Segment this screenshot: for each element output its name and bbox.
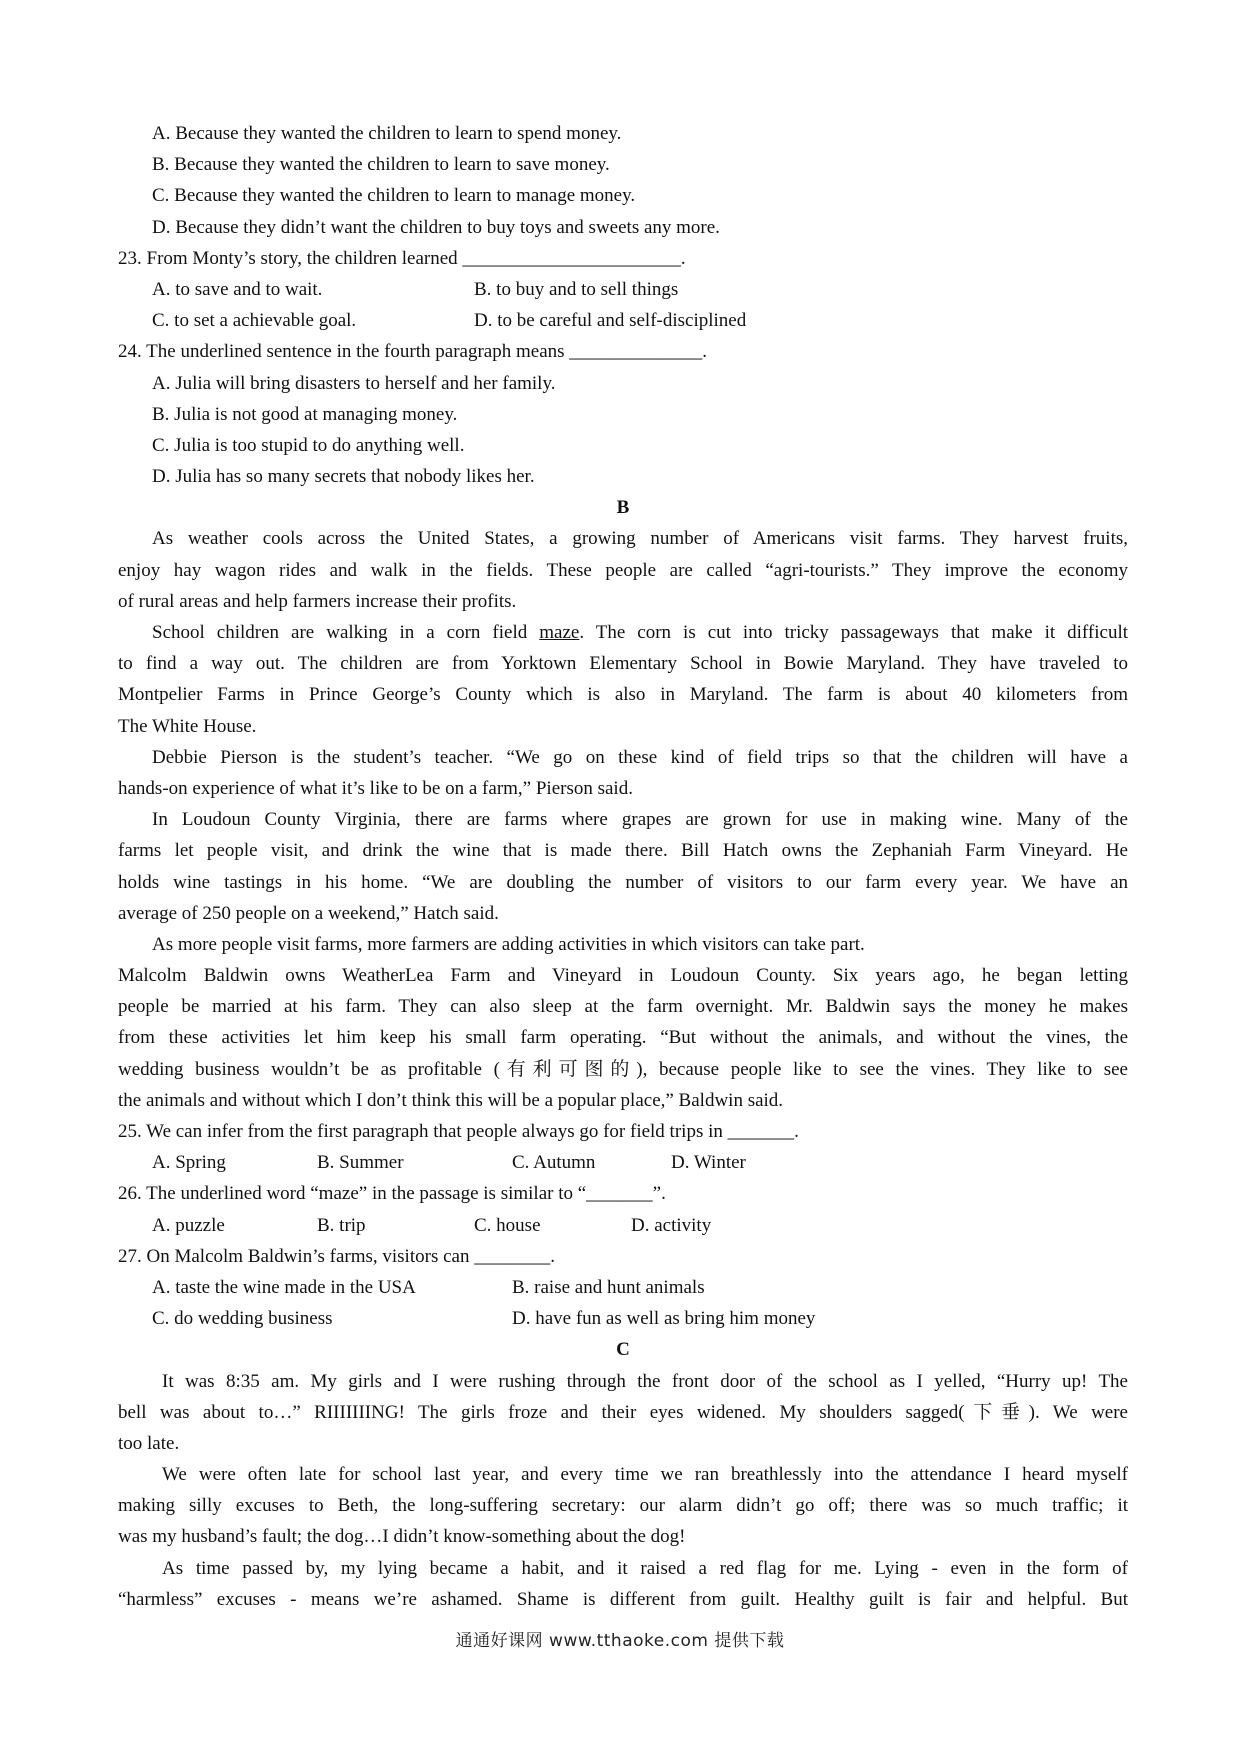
q23-row-1 bbox=[118, 274, 1128, 305]
c-p1-line1: It was 8:35 am. My girls and I were rushing through the front door of the school as I yelled, “Hurry up! The bbox=[162, 1370, 1128, 1392]
b-p4-line4: average of 250 people on a weekend,” Hatch said. bbox=[118, 902, 499, 924]
q24-option-b: B. Julia is not good at managing money. bbox=[152, 403, 458, 425]
b-p6-line4: wedding business wouldn’t be as profitable (有利可图的), because people like to see the vines. They like to see bbox=[118, 1058, 1128, 1080]
exam-page bbox=[118, 118, 1128, 1615]
q23-option-c: C. to set a achievable goal. bbox=[152, 310, 357, 332]
b-p5: As more people visit farms, more farmers are adding activities in which visitors can take part. bbox=[152, 933, 865, 955]
b-p6-line2: people be married at his farm. They can also sleep at the farm overnight. Mr. Baldwin says the money he makes bbox=[118, 996, 1128, 1018]
maze-underlined-word: maze bbox=[539, 622, 580, 643]
q25-option-d: D. Winter bbox=[671, 1152, 746, 1174]
b-p3-line1: Debbie Pierson is the student’s teacher. “We go on these kind of field trips so that the children will have a bbox=[152, 746, 1128, 768]
q25-stem: 25. We can infer from the first paragraph that people always go for field trips in _______. bbox=[118, 1121, 799, 1142]
q23-row-2 bbox=[118, 305, 1128, 336]
b-p2-line2: to find a way out. The children are from Yorktown Elementary School in Bowie Maryland. They have traveled to bbox=[118, 653, 1128, 675]
b-p2-line3: Montpelier Farms in Prince George’s County which is also in Maryland. The farm is about 40 kilometers from bbox=[118, 684, 1128, 706]
q23-stem: 23. From Monty’s story, the children learned _______________________. bbox=[118, 247, 686, 269]
q25-option-b: B. Summer bbox=[317, 1152, 404, 1174]
q26-option-b: B. trip bbox=[317, 1214, 366, 1236]
q24-option-d: D. Julia has so many secrets that nobody likes her. bbox=[152, 466, 535, 488]
q23-option-b: B. to buy and to sell things bbox=[474, 278, 679, 300]
b-p1-line1: As weather cools across the United States, a growing number of Americans visit farms. They harvest fruits, bbox=[152, 528, 1128, 550]
b-p4-line2: farms let people visit, and drink the wine that is made there. Bill Hatch owns the Zephaniah Farm Vineyard. He bbox=[118, 840, 1128, 862]
b-p6-line3: from these activities let him keep his small farm operating. “But without the animals, and without the vines, the bbox=[118, 1027, 1128, 1049]
c-p2-line3: was my husband’s fault; the dog…I didn’t know-something about the dog! bbox=[118, 1526, 686, 1548]
q26-stem: 26. The underlined word “maze” in the passage is similar to “_______”. bbox=[118, 1183, 666, 1205]
b-p2-line4: The White House. bbox=[118, 715, 257, 737]
b-p4-line1: In Loudoun County Virginia, there are farms where grapes are grown for use in making wine. Many of the bbox=[152, 809, 1128, 831]
q25-option-c: C. Autumn bbox=[512, 1152, 596, 1174]
b-p4-line3: holds wine tastings in his home. “We are doubling the number of visitors to our farm every year. We have an bbox=[118, 871, 1128, 893]
c-p3-line2: “harmless” excuses - means we’re ashamed. Shame is different from guilt. Healthy guilt is fair and helpful. But bbox=[118, 1588, 1128, 1610]
c-p2-line1: We were often late for school last year, and every time we ran breathlessly into the attendance I heard myself bbox=[162, 1464, 1128, 1486]
b-p6-line1: Malcolm Baldwin owns WeatherLea Farm and Vineyard in Loudoun County. Six years ago, he began letting bbox=[118, 965, 1128, 987]
q27-option-d: D. have fun as well as bring him money bbox=[512, 1308, 816, 1330]
q22-option-b: B. Because they wanted the children to learn to save money. bbox=[152, 154, 610, 176]
q27-option-c: C. do wedding business bbox=[152, 1308, 333, 1330]
q22-option-d: D. Because they didn’t want the children to buy toys and sweets any more. bbox=[152, 216, 720, 238]
q26-option-a: A. puzzle bbox=[152, 1214, 225, 1236]
q23-option-d: D. to be careful and self-disciplined bbox=[474, 310, 747, 332]
q27-option-b: B. raise and hunt animals bbox=[512, 1276, 705, 1298]
q24-option-c: C. Julia is too stupid to do anything well. bbox=[152, 434, 465, 456]
q27-stem: 27. On Malcolm Baldwin’s farms, visitors can ________. bbox=[118, 1245, 555, 1267]
c-p1-line3: too late. bbox=[118, 1432, 180, 1454]
b-p2-end: . The corn is cut into tricky passageways that make it difficult bbox=[579, 622, 1128, 643]
section-b-heading: B bbox=[616, 497, 630, 519]
c-p3-line1: As time passed by, my lying became a habit, and it raised a red flag for me. Lying - even in the form of bbox=[162, 1557, 1128, 1579]
q27-row-1 bbox=[118, 1272, 1128, 1303]
q26-option-c: C. house bbox=[474, 1214, 541, 1236]
q25-option-a: A. Spring bbox=[152, 1152, 226, 1174]
b-p6-line5: the animals and without which I don’t think this will be a popular place,” Baldwin said. bbox=[118, 1089, 784, 1111]
b-p2-start: School children are walking in a corn field bbox=[152, 622, 540, 643]
section-c-heading: C bbox=[616, 1339, 630, 1361]
q26-option-d: D. activity bbox=[631, 1214, 712, 1236]
q24-option-a: A. Julia will bring disasters to herself and her family. bbox=[152, 372, 556, 394]
b-p2-line1 bbox=[118, 617, 1128, 648]
c-p2-line2: making silly excuses to Beth, the long-suffering secretary: our alarm didn’t go off; there was so much traffic; it bbox=[118, 1495, 1128, 1517]
b-p1-line2: enjoy hay wagon rides and walk in the fields. These people are called “agri-tourists.” They improve the economy bbox=[118, 559, 1128, 581]
q22-option-a: A. Because they wanted the children to learn to spend money. bbox=[152, 123, 622, 144]
q22-option-c: C. Because they wanted the children to learn to manage money. bbox=[152, 185, 636, 207]
q27-row-2 bbox=[118, 1303, 1128, 1334]
b-p1-line3: of rural areas and help farmers increase their profits. bbox=[118, 590, 517, 612]
q24-stem: 24. The underlined sentence in the fourth paragraph means ______________. bbox=[118, 341, 708, 363]
page-footer: 通通好课网 www.tthaoke.com 提供下载 bbox=[455, 1631, 785, 1651]
q23-option-a: A. to save and to wait. bbox=[152, 278, 323, 300]
c-p1-line2: bell was about to…” RIIIIIIING! The girls froze and their eyes widened. My shoulders sagged(下垂). We were bbox=[118, 1401, 1128, 1423]
q27-option-a: A. taste the wine made in the USA bbox=[152, 1276, 416, 1298]
b-p3-line2: hands-on experience of what it’s like to be on a farm,” Pierson said. bbox=[118, 777, 633, 799]
q25-options bbox=[118, 1147, 1128, 1178]
q26-options bbox=[118, 1210, 1128, 1241]
